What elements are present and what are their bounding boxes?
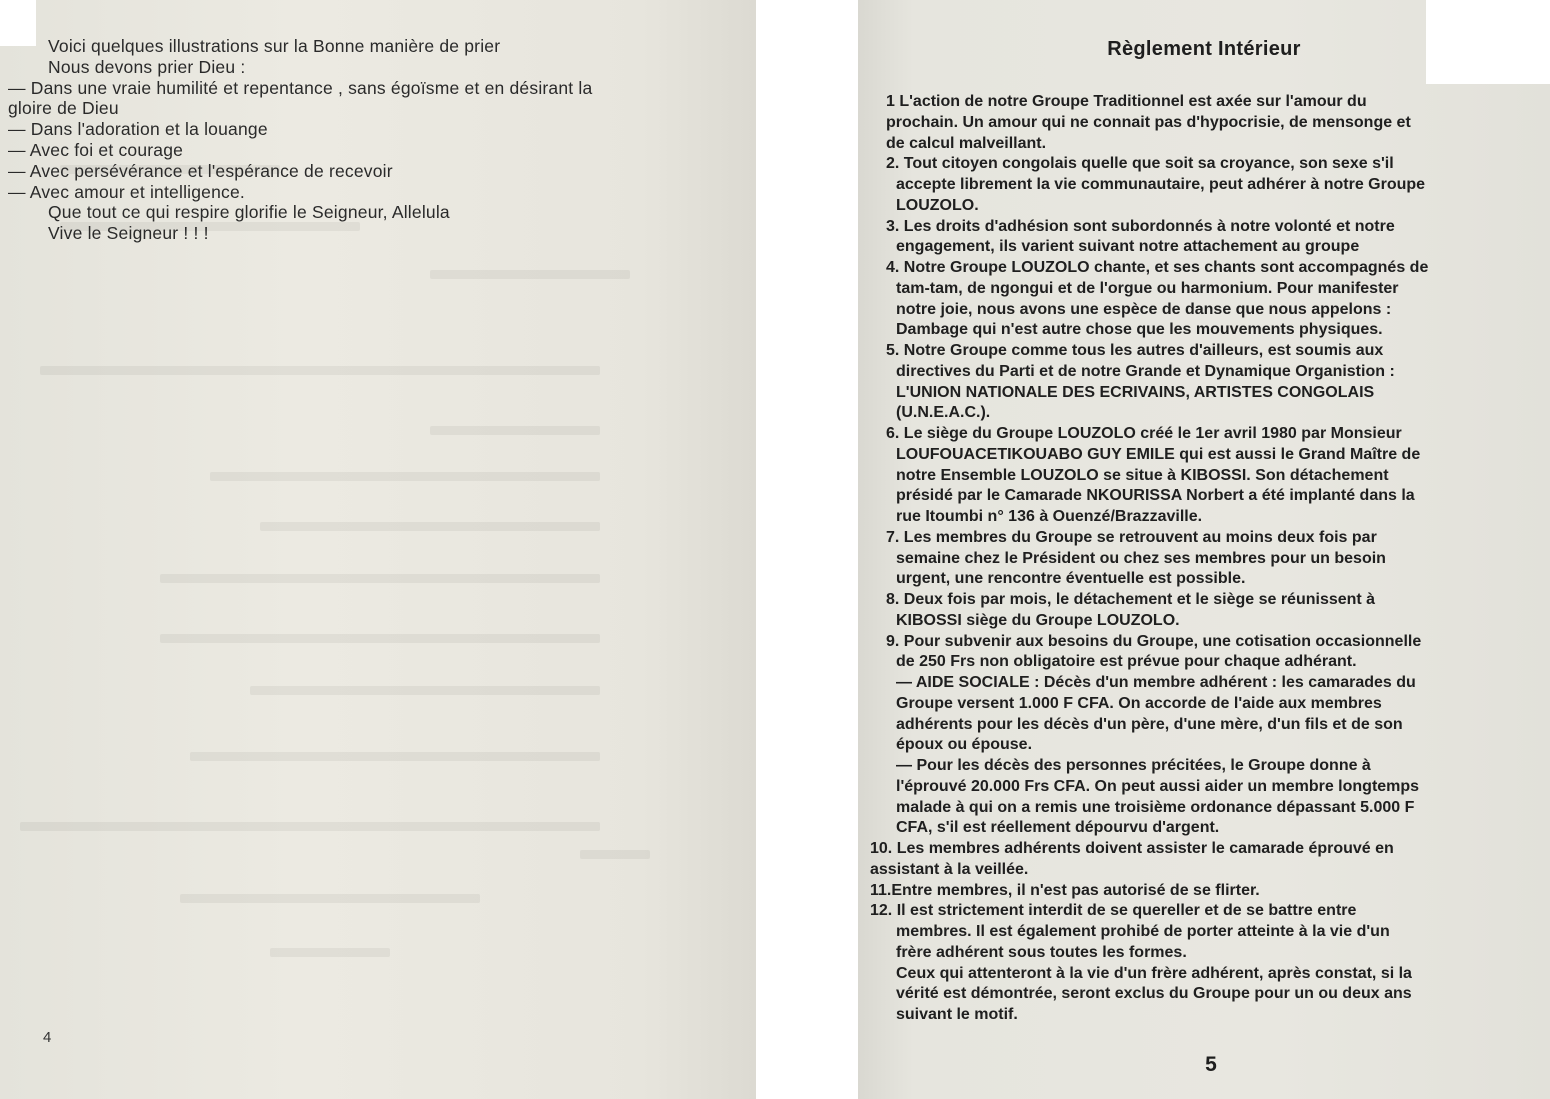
text-line: prochain. Un amour qui ne connait pas d'hypocrisie, de mensonge et — [886, 113, 1411, 131]
text-line: 10. Les membres adhérents doivent assister le camarade éprouvé en — [870, 840, 1394, 857]
text-line: 4. Notre Groupe LOUZOLO chante, et ses chants sont accompagnés de — [886, 259, 1429, 276]
text-line: 11.Entre membres, il n'est pas autorisé de se flirter. — [870, 881, 1260, 899]
text-line: présidé par le Camarade NKOURISSA Norbert a été implanté dans la — [896, 487, 1415, 505]
text-line: Groupe versent 1.000 F CFA. On accorde de l'aide aux membres — [896, 694, 1382, 712]
text-line: assistant à la veillée. — [870, 860, 1029, 878]
text-line: L'UNION NATIONALE DES ECRIVAINS, ARTISTES CONGOLAIS — [896, 383, 1375, 401]
text-line: accepte librement la vie communautaire, peut adhérer à notre Groupe — [896, 176, 1426, 193]
text-line: — Avec amour et intelligence. — [8, 181, 245, 202]
text-line: rue Itoumbi n° 136 à Ouenzé/Brazzaville. — [896, 508, 1203, 525]
text-line: — Dans l'adoration et la louange — [8, 119, 268, 140]
text-line: adhérents pour les décès d'un père, d'une mère, d'un fils et de son — [896, 715, 1403, 733]
page-title: Règlement Intérieur — [1107, 38, 1301, 60]
text-line: frère adhérent sous toutes les formes. — [896, 943, 1187, 961]
text-line: — Pour les décès des personnes précitées, le Groupe donne à — [896, 757, 1371, 774]
text-line: 8. Deux fois par mois, le détachement et le siège se réunissent à — [886, 591, 1376, 608]
text-line: 7. Les membres du Groupe se retrouvent au moins deux fois par — [886, 528, 1377, 546]
text-line: 5. Notre Groupe comme tous les autres d'ailleurs, est soumis aux — [886, 342, 1384, 359]
text-line: tam-tam, de ngongui et de l'orgue ou harmonium. Pour manifester — [896, 279, 1399, 297]
text-line: membres. Il est également prohibé de porter atteinte à la vie d'un — [896, 923, 1390, 940]
rules-text — [870, 92, 1528, 1026]
text-line: LOUZOLO. — [896, 196, 979, 214]
text-line: directives du Parti et de notre Grande et Dynamique Organistion : — [896, 362, 1395, 380]
text-line: notre Ensemble LOUZOLO se situe à KIBOSSI. Son détachement — [896, 466, 1389, 484]
text-line: — Avec persévérance et l'espérance de recevoir — [8, 160, 393, 181]
page-number: 4 — [43, 1029, 52, 1046]
text-line: 6. Le siège du Groupe LOUZOLO créé le 1er avril 1980 par Monsieur — [886, 425, 1402, 442]
text-line: de 250 Frs non obligatoire est prévue pour chaque adhérant. — [896, 653, 1357, 671]
text-line: KIBOSSI siège du Groupe LOUZOLO. — [896, 611, 1180, 629]
text-line: époux ou épouse. — [896, 736, 1033, 754]
text-line: suivant le motif. — [896, 1006, 1018, 1023]
text-line: — Avec foi et courage — [8, 139, 184, 160]
text-line: CFA, s'il est réellement dépourvu d'argent. — [896, 819, 1220, 837]
text-line: 3. Les droits d'adhésion sont subordonnés à notre volonté et notre — [886, 217, 1395, 235]
text-line: de calcul malveillant. — [886, 134, 1047, 152]
text-line: Ceux qui attenteront à la vie d'un frère adhérent, après constat, si la — [896, 964, 1412, 982]
text-line: — Dans une vraie humilité et repentance , sans égoïsme et en désirant la — [8, 77, 593, 98]
text-line: l'éprouvé 20.000 Frs CFA. On peut aussi aider un membre longtemps — [896, 777, 1420, 795]
text-line: gloire de Dieu — [8, 98, 119, 119]
text-line: Vive le Seigneur ! ! ! — [48, 223, 209, 244]
text-line: — AIDE SOCIALE : Décès d'un membre adhérent : les camarades du — [896, 674, 1416, 691]
text-line: Nous devons prier Dieu : — [48, 56, 246, 77]
text-line: urgent, une rencontre éventuelle est possible. — [896, 570, 1246, 588]
text-line: notre joie, nous avons une espèce de danse que nous appelons : — [896, 300, 1392, 318]
left-page — [0, 0, 756, 1099]
text-line: Que tout ce qui respire glorifie le Seigneur, Allelula — [48, 202, 450, 223]
text-line: Voici quelques illustrations sur la Bonne manière de prier — [48, 36, 501, 56]
text-line: 2. Tout citoyen congolais quelle que soit sa croyance, son sexe s'il — [886, 155, 1394, 173]
text-line: 12. Il est strictement interdit de se quereller et de se battre entre — [870, 902, 1357, 920]
text-line: malade à qui on a remis une troisième ordonance dépassant 5.000 F — [896, 798, 1415, 816]
page-number: 5 — [1205, 1053, 1217, 1076]
text-line: engagement, ils varient suivant notre attachement au groupe — [896, 238, 1360, 256]
text-line: 9. Pour subvenir aux besoins du Groupe, une cotisation occasionnelle — [886, 632, 1422, 650]
text-line: semaine chez le Président ou chez ses membres pour un besoin — [896, 549, 1386, 567]
text-line: (U.N.E.A.C.). — [896, 404, 991, 422]
text-line: LOUFOUACETIKOUABO GUY EMILE qui est aussi le Grand Maître de — [896, 445, 1421, 463]
text-line: vérité est démontrée, seront exclus du Groupe pour un ou deux ans — [896, 985, 1412, 1003]
prayer-text — [8, 36, 688, 244]
right-page — [858, 0, 1550, 1099]
text-line: Dambage qui n'est autre chose que les mouvements physiques. — [896, 321, 1383, 339]
text-line: 1 L'action de notre Groupe Traditionnel est axée sur l'amour du — [886, 93, 1367, 110]
